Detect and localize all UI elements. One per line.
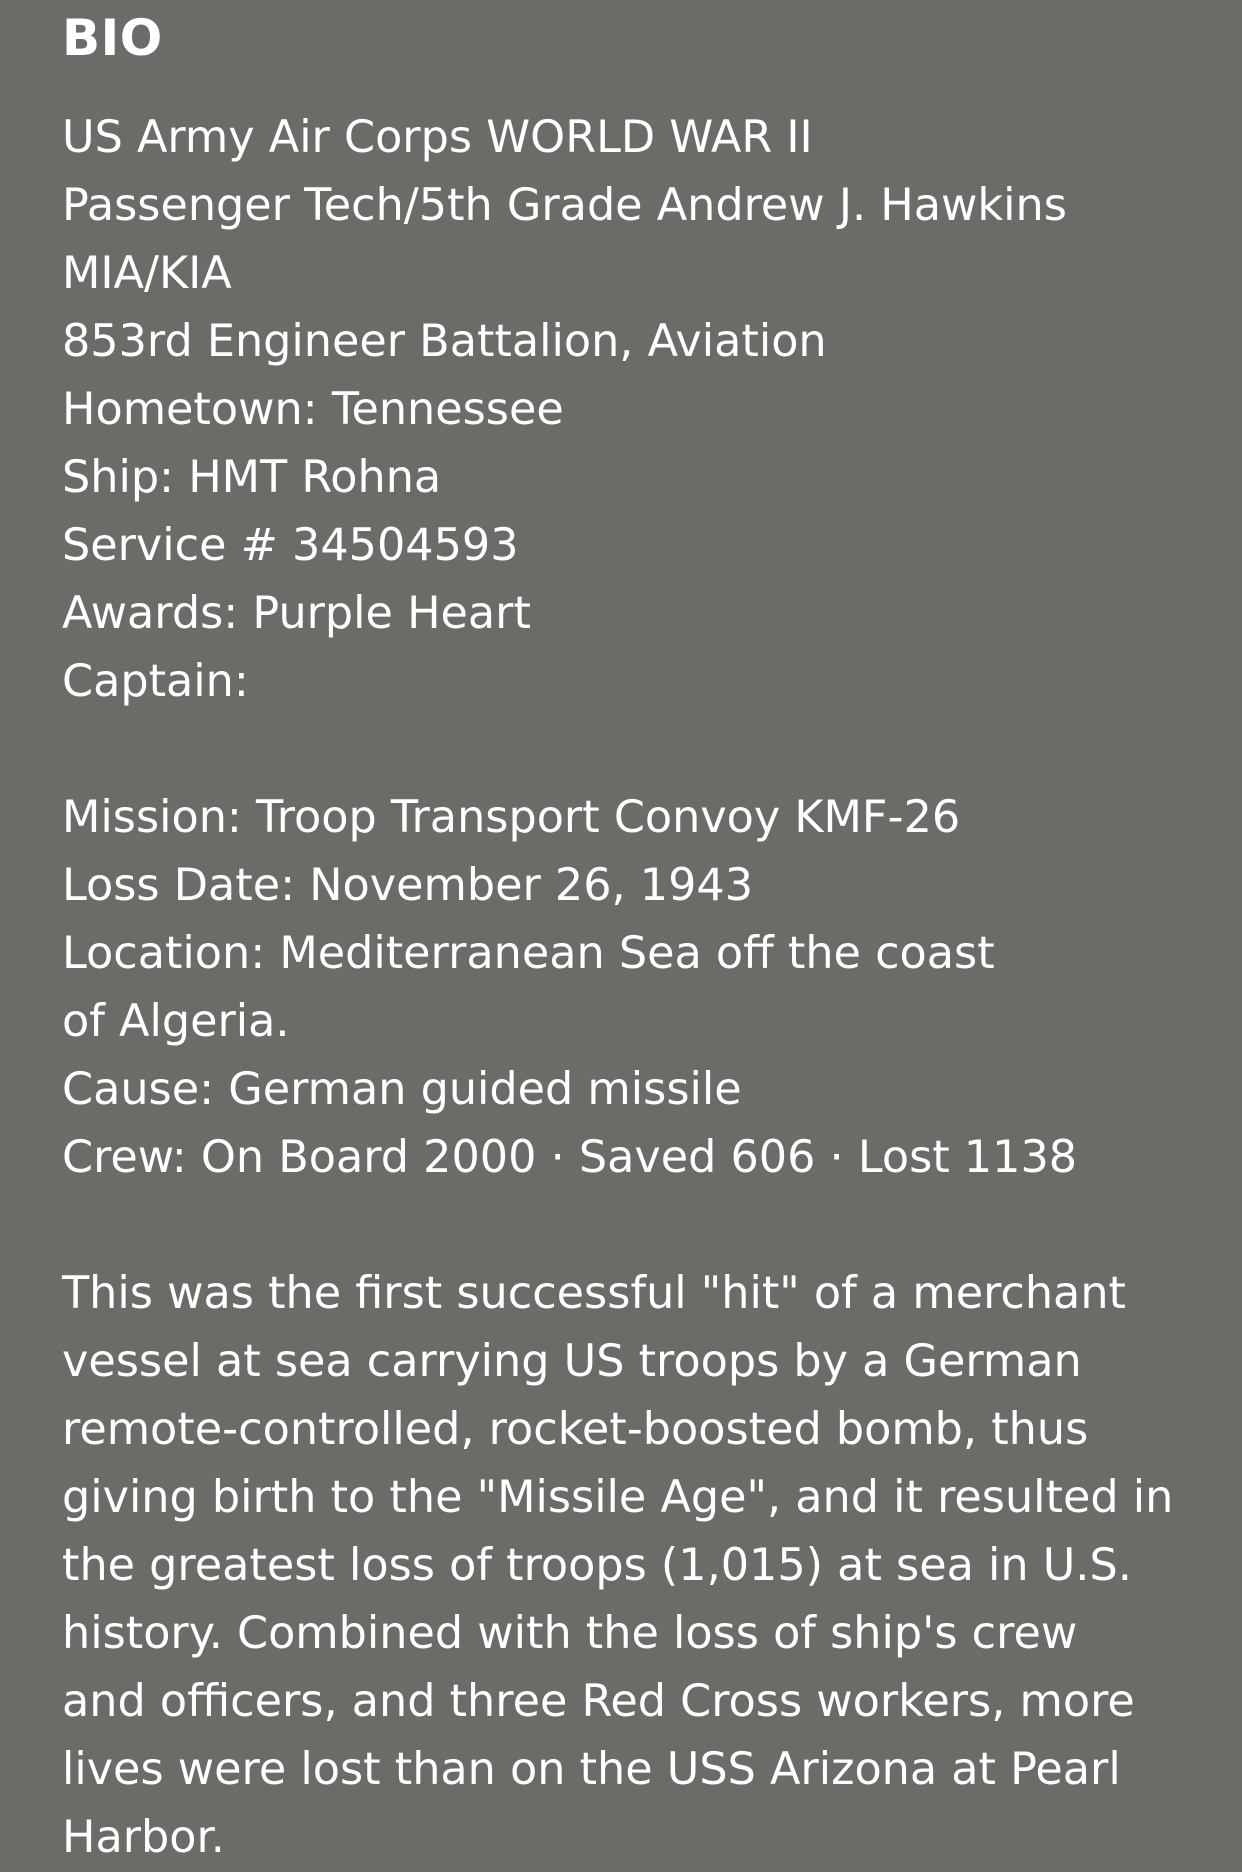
- paragraph-line: history. Combined with the loss of ship's crew: [62, 1608, 1078, 1659]
- detail-hometown: Hometown: Tennessee: [62, 384, 564, 435]
- bio-history-paragraph: [62, 1260, 1180, 1872]
- paragraph-line: the greatest loss of troops (1,015) at sea in U.S.: [62, 1540, 1132, 1591]
- detail-ship: Ship: HMT Rohna: [62, 452, 442, 503]
- detail-name: Passenger Tech/5th Grade Andrew J. Hawkins: [62, 180, 1067, 231]
- paragraph-line: lives were lost than on the USS Arizona at Pearl: [62, 1744, 1121, 1795]
- spacer: [62, 716, 1180, 784]
- mission-cause: Cause: German guided missile: [62, 1064, 742, 1115]
- bio-details: [62, 104, 1180, 1872]
- paragraph-line: giving birth to the "Missile Age", and it resulted in: [62, 1472, 1174, 1523]
- bio-heading: BIO: [62, 9, 163, 67]
- spacer: [62, 1192, 1180, 1260]
- mission-name: Mission: Troop Transport Convoy KMF-26: [62, 792, 961, 843]
- paragraph-line: This was the first successful "hit" of a merchant: [62, 1268, 1126, 1319]
- detail-unit: 853rd Engineer Battalion, Aviation: [62, 316, 827, 367]
- detail-branch: US Army Air Corps WORLD WAR II: [62, 112, 813, 163]
- paragraph-line: Harbor.: [62, 1812, 225, 1863]
- mission-loss-date: Loss Date: November 26, 1943: [62, 860, 754, 911]
- detail-status: MIA/KIA: [62, 248, 232, 299]
- detail-service-number: Service # 34504593: [62, 520, 519, 571]
- mission-location-cont: of Algeria.: [62, 996, 290, 1047]
- detail-awards: Awards: Purple Heart: [62, 588, 531, 639]
- paragraph-line: vessel at sea carrying US troops by a German: [62, 1336, 1082, 1387]
- detail-captain: Captain:: [62, 656, 249, 707]
- paragraph-line: remote-controlled, rocket-boosted bomb, thus: [62, 1404, 1089, 1455]
- mission-crew: Crew: On Board 2000 · Saved 606 · Lost 1138: [62, 1132, 1078, 1183]
- paragraph-line: and officers, and three Red Cross workers, more: [62, 1676, 1135, 1727]
- mission-location: Location: Mediterranean Sea off the coast: [62, 928, 995, 979]
